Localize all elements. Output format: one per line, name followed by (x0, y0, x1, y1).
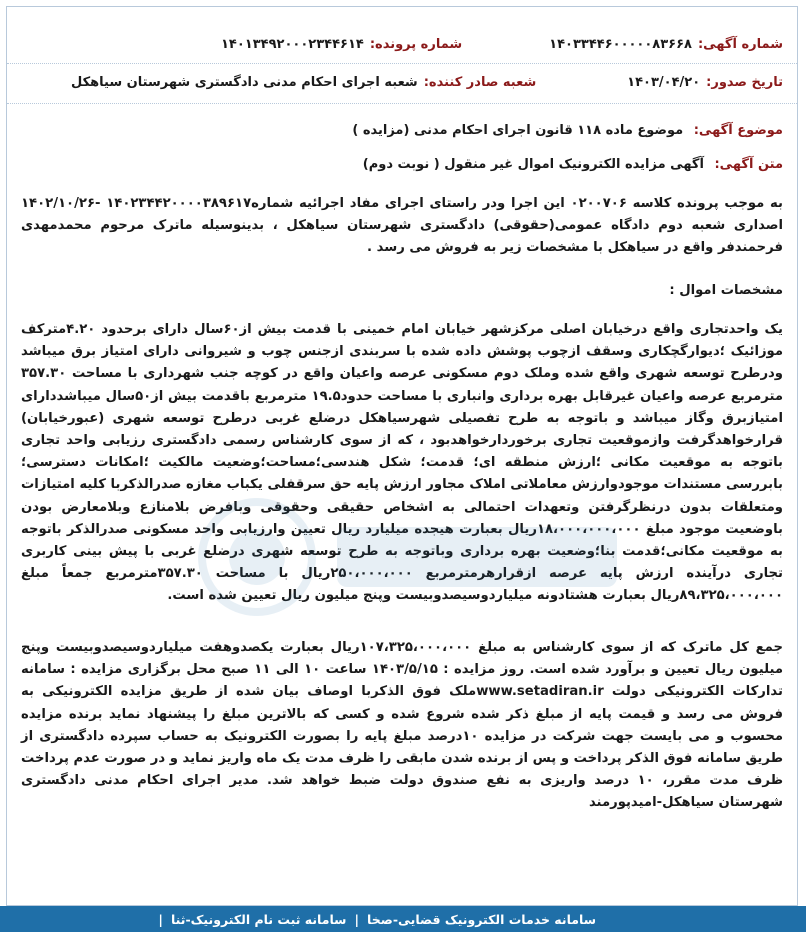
text-heading-value: آگهی مزایده الکترونیک اموال غیر منقول ( نوبت دوم) (362, 157, 704, 172)
footer-link-sakha[interactable]: سامانه خدمات الکترونیک قضایی-صخا (367, 911, 596, 927)
notice-frame (6, 6, 798, 906)
footer-bar (0, 906, 806, 932)
subject-label: موضوع آگهی: (693, 123, 783, 138)
intro-paragraph: به موجب پرونده کلاسه ۰۲۰۰۷۰۶ این اجرا ودر راستای اجرای مفاد اجرائیه شماره۱۴۰۲۳۴۴۲۰۰۰۰۳۸۹۶۱۷ -۱۴۰۲/۱۰/۲۶ اصداری شعبه دوم دادگاه عمومی(حقوقی) دادگستری شهرستان سیاهکل ، بدینوسیله ماترک مرحوم محمدمهدی فرحمندفر واقع در سیاهکل با مشخصات زیر به فروش می رسد . (21, 196, 783, 256)
specs-paragraph: یک واحدتجاری واقع درخیابان اصلی مرکزشهر خیابان امام خمینی با قدمت بیش از۶۰سال دارای برحدود ۴.۲۰مترکف موزائیک ؛دیوارگچکاری وسقف ازچوب پوشش داده شده با سربندی ازجنس چوب و شیروانی دارای امتیاز برق میباشد ودرطرح توسعه شهری واقع شده وملک دوم مسکونی عرصه واعیان واقع در کوچه جنب شهرداری با مساحت ۳۵۷.۳۰ مترمربع عرصه واعیان غیرقابل بهره برداری وانباری با مساحت حدود۱۹.۵ مترمربع باقدمت بیش از۵۰سال میباشددارای امتیازبرق وگاز میباشد و باتوجه به طرح تفصیلی شهرسیاهکل درضلع غربی درطرح توسعه شهری (عبورخیابان) قرارخواهدگرفت وازموقعیت تجاری برخوردارخواهدبود ، که از سوی کارشناس رسمی دادگستری رزیابی واحد تجاری باتوجه به موقعیت مکانی ؛ارزش منطقه ای؛ قدمت؛ شکل هندسی؛مساحت؛وضعیت مالکیت ؛امکانات دسترسی؛بابررسی مستندات موجودوارزش معاملاتی املاک مجاور ارزش پایه حق سرقفلی یکباب مغازه صدرالذکربا کلیه امتیازات ومتعلقات بدون درنظرگرفتن وتعهدات احتمالی به اشخاص حقیقی وحقوقی وبافرض بلامنازع وبلامعارض بودن باوضعیت موجود مبلغ ۱۸،۰۰۰،۰۰۰،۰۰۰ریال بعبارت هیجده میلیارد ریال تعیین وارزیابی واحد مسکونی صدرالذکر باتوجه به موقعیت مکانی؛قدمت بنا؛وضعیت بهره برداری وباتوجه به طرح توسعه شهری درضلع غربی با پیش بینی کاربری تجاری درآینده ارزش پایه عرصه ازقرارهرمترمربع ۲۵۰،۰۰۰،۰۰۰ریال با مساحت ۳۵۷.۳۰مترمربع جمعاً مبلغ ۸۹،۳۲۵،۰۰۰،۰۰۰ریال بعبارت هشتادونه میلیاردوسیصدوبیست وپنج میلیون ریال تعیین شده است. (21, 322, 783, 604)
footer-link-sana[interactable]: سامانه ثبت نام الکترونیک-ثنا (170, 911, 347, 927)
issuer-value: شعبه اجرای احکام مدنی دادگستری شهرستان سیاهکل (71, 75, 418, 90)
specs-title: مشخصات اموال : (669, 283, 783, 298)
footer-separator: | (158, 911, 163, 927)
divider (7, 103, 797, 104)
issuer (71, 75, 536, 90)
subject-value: موضوع ماده ۱۱۸ قانون اجرای احکام مدنی (مزایده ) (352, 123, 684, 138)
header-row-2 (7, 75, 797, 90)
case-number (221, 37, 462, 52)
divider (7, 63, 797, 64)
issuer-label: شعبه صادر کننده: (423, 75, 537, 90)
notice-number (549, 37, 783, 52)
notice-number-label: شماره آگهی: (697, 37, 783, 52)
issue-date-value: ۱۴۰۳/۰۴/۲۰ (627, 75, 701, 90)
footer-separator: | (354, 911, 360, 927)
case-number-value: ۱۴۰۱۳۴۹۲۰۰۰۲۳۴۴۶۱۴ (221, 37, 364, 52)
subject-row (21, 123, 783, 138)
header-row-1 (7, 37, 797, 52)
case-number-label: شماره پرونده: (369, 37, 463, 52)
text-heading-row (21, 157, 783, 172)
notice-number-value: ۱۴۰۳۳۴۴۶۰۰۰۰۰۸۳۶۶۸ (549, 37, 692, 52)
issue-date (627, 75, 783, 90)
text-heading-label: متن آگهی: (714, 157, 783, 172)
final-paragraph: جمع کل ماترک که از سوی کارشناس به مبلغ ۱۰۷،۳۲۵،۰۰۰،۰۰۰ریال بعبارت یکصدوهفت میلیاردوسیصدوبیست وپنج میلیون ریال تعیین و برآورد شده است. روز مزایده : ۱۴۰۳/۵/۱۵ ساعت ۱۰ الی ۱۱ صبح محل برگزاری مزایده : سامانه تدارکات الکترونیکی دولت www.setadiran.irملک فوق الذکربا اوصاف بیان شده از طریق مزایده الکترونیکی به فروش می رسد و قیمت پایه از مبلغ ذکر شده شروع شده و کسی که بالاترین مبلغ را پیشنهاد نماید برنده مزایده محسوب و می بایست جهت شرکت در مزایده ۱۰درصد مبلغ پایه را بصورت الکترونیک به حساب سپرده دادگستری از طریق سامانه فوق الذکر پرداخت و پس از برنده شدن مابقی را ظرف مدت یک ماه واریز نماید و در صورت عدم پرداخت ظرف مدت مقرر، ۱۰ درصد واریزی به نفع صندوق دولت ضبط خواهد شد. مدیر اجرای احکام مدنی دادگستری شهرستان سیاهکل-امیدپورمند (20, 640, 784, 811)
issue-date-label: تاریخ صدور: (706, 75, 783, 90)
